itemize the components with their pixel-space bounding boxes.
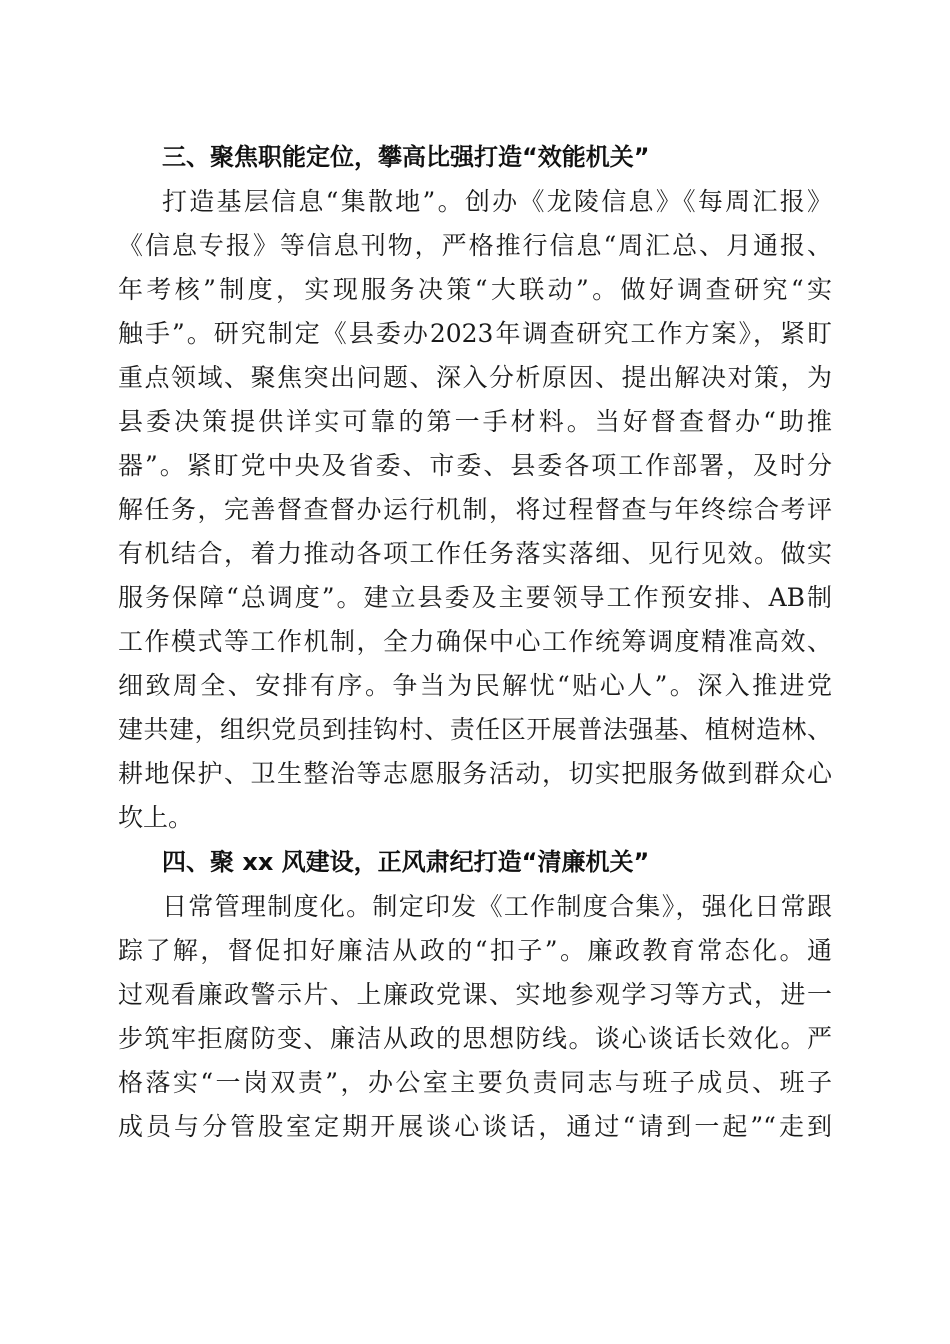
section-3-line-10: 服务保障“总调度”。建立县委及主要领导工作预安排、AB制 xyxy=(118,583,832,612)
section-3-line-15: 坎上。 xyxy=(118,803,194,832)
section-3-line-13: 建共建，组织党员到挂钩村、责任区开展普法强基、植树造林、 xyxy=(118,715,832,744)
section-4-line-5: 格落实“一岗双责”，办公室主要负责同志与班子成员、班子 xyxy=(118,1068,832,1097)
section-4-line-1: 日常管理制度化。制定印发《工作制度合集》，强化日常跟 xyxy=(162,892,832,921)
section-3-line-2: 《信息专报》等信息刊物，严格推行信息“周汇总、月通报、 xyxy=(118,231,832,260)
section-3-line-1: 打造基层信息“集散地”。创办《龙陵信息》《每周汇报》 xyxy=(162,187,832,216)
section-3-line-7: 器”。紧盯党中央及省委、市委、县委各项工作部署，及时分 xyxy=(118,451,832,480)
section-3-line-3: 年考核”制度，实现服务决策“大联动”。做好调查研究“实 xyxy=(118,275,832,304)
section-3-heading: 三、聚焦职能定位，攀高比强打造“效能机关” xyxy=(162,143,650,171)
section-3-line-9: 有机结合，着力推动各项工作任务落实落细、见行见效。做实 xyxy=(118,539,832,568)
section-3-line-5: 重点领域、聚焦突出问题、深入分析原因、提出解决对策，为 xyxy=(118,363,832,392)
section-4-line-3: 过观看廉政警示片、上廉政党课、实地参观学习等方式，进一 xyxy=(118,980,832,1009)
section-3-line-6: 县委决策提供详实可靠的第一手材料。当好督查督办“助推 xyxy=(118,407,832,436)
section-4-line-2: 踪了解，督促扣好廉洁从政的“扣子”。廉政教育常态化。通 xyxy=(118,936,832,965)
section-4-line-6: 成员与分管股室定期开展谈心谈话，通过“请到一起”“走到 xyxy=(118,1112,832,1141)
section-4-line-4: 步筑牢拒腐防变、廉洁从政的思想防线。谈心谈话长效化。严 xyxy=(118,1024,832,1053)
section-3-line-12: 细致周全、安排有序。争当为民解忧“贴心人”。深入推进党 xyxy=(118,671,832,700)
section-3-line-11: 工作模式等工作机制，全力确保中心工作统筹调度精准高效、 xyxy=(118,627,832,656)
section-4-heading: 四、聚 xx 风建设，正风肃纪打造“清廉机关” xyxy=(162,848,650,876)
section-3-line-14: 耕地保护、卫生整治等志愿服务活动，切实把服务做到群众心 xyxy=(118,759,832,788)
section-3-line-4: 触手”。研究制定《县委办2023年调查研究工作方案》，紧盯 xyxy=(118,319,832,348)
section-3-line-8: 解任务，完善督查督办运行机制，将过程督查与年终综合考评 xyxy=(118,495,832,524)
